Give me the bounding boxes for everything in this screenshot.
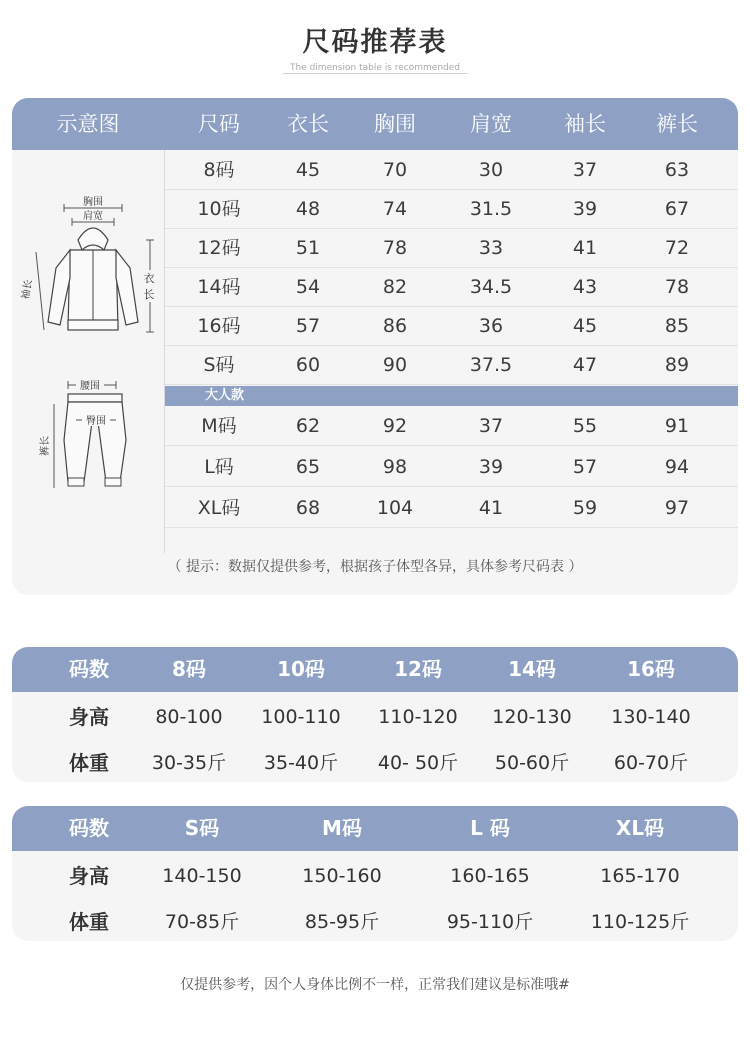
weight-cell: 85-95斤 xyxy=(304,911,380,933)
header-size: M码 xyxy=(322,816,362,840)
cell-pants-length: 91 xyxy=(664,415,690,437)
height-cell: 120-130 xyxy=(492,706,572,728)
weight-cell: 30-35斤 xyxy=(151,752,227,774)
height-cell: 150-160 xyxy=(302,865,382,887)
teen-height-weight-table xyxy=(12,806,738,941)
chest-label: 胸围 xyxy=(83,197,103,208)
kids-height-weight-table xyxy=(12,647,738,782)
cell-size: XL码 xyxy=(197,497,241,519)
cell-pants-length: 67 xyxy=(664,198,690,220)
height-cell: 160-165 xyxy=(450,865,530,887)
weight-row xyxy=(12,900,738,941)
table-row xyxy=(165,448,738,487)
height-row xyxy=(12,854,738,899)
cell-sleeve: 37 xyxy=(572,159,598,181)
height-label: 身高 xyxy=(69,705,109,729)
header-sleeve: 袖长 xyxy=(564,112,606,136)
weight-cell: 35-40斤 xyxy=(263,752,339,774)
cell-length: 48 xyxy=(295,198,321,220)
header-length: 衣长 xyxy=(287,112,329,136)
weight-cell: 50-60斤 xyxy=(494,752,570,774)
page-subtitle: The dimension table is recommended xyxy=(289,63,461,73)
table-row xyxy=(165,190,738,229)
cell-chest: 70 xyxy=(382,159,408,181)
header-size: S码 xyxy=(184,816,220,840)
cell-chest: 82 xyxy=(382,276,408,298)
cell-shoulder: 37.5 xyxy=(469,354,513,376)
height-cell: 130-140 xyxy=(611,706,691,728)
weight-cell: 60-70斤 xyxy=(613,752,689,774)
cell-sleeve: 59 xyxy=(572,497,598,519)
cell-size: L码 xyxy=(204,456,234,478)
header-size: L 码 xyxy=(470,816,510,840)
cell-shoulder: 30 xyxy=(478,159,504,181)
weight-cell: 40- 50斤 xyxy=(377,752,459,774)
cell-sleeve: 41 xyxy=(572,237,598,259)
cell-length: 60 xyxy=(295,354,321,376)
cell-shoulder: 33 xyxy=(478,237,504,259)
cell-size: 12码 xyxy=(197,237,241,259)
height-cell: 80-100 xyxy=(155,706,223,728)
cell-sleeve: 47 xyxy=(572,354,598,376)
cell-chest: 86 xyxy=(382,315,408,337)
table-row xyxy=(165,307,738,346)
cell-chest: 90 xyxy=(382,354,408,376)
cell-length: 68 xyxy=(295,497,321,519)
cell-pants-length: 72 xyxy=(664,237,690,259)
weight-label: 体重 xyxy=(69,751,109,775)
height-cell: 140-150 xyxy=(162,865,242,887)
cell-length: 54 xyxy=(295,276,321,298)
header-size-label: 码数 xyxy=(69,816,109,840)
cell-chest: 104 xyxy=(376,497,414,519)
header-size: 12码 xyxy=(394,657,442,681)
length-label-2: 长 xyxy=(143,288,155,301)
cell-length: 51 xyxy=(295,237,321,259)
cell-pants-length: 63 xyxy=(664,159,690,181)
weight-cell: 70-85斤 xyxy=(164,911,240,933)
cell-size: 16码 xyxy=(197,315,241,337)
height-cell: 110-120 xyxy=(378,706,458,728)
cell-shoulder: 36 xyxy=(478,315,504,337)
length-label-1: 衣 xyxy=(143,272,155,285)
header-size-label: 码数 xyxy=(69,657,109,681)
table-row xyxy=(165,229,738,268)
cell-length: 62 xyxy=(295,415,321,437)
cell-sleeve: 55 xyxy=(572,415,598,437)
cell-length: 65 xyxy=(295,456,321,478)
table-row xyxy=(165,346,738,385)
cell-size: 8码 xyxy=(203,159,235,181)
garment-diagram xyxy=(12,150,164,553)
size-table-header xyxy=(12,647,738,692)
height-cell: 165-170 xyxy=(600,865,680,887)
cell-chest: 74 xyxy=(382,198,408,220)
table-note: （ 提示：数据仅提供参考，根据孩子体型各异，具体参考尺码表 ） xyxy=(167,559,583,575)
page-title: 尺码推荐表 xyxy=(302,27,448,58)
header-pants-length: 裤长 xyxy=(656,112,698,136)
table-row xyxy=(165,151,738,190)
header-size: 8码 xyxy=(172,657,206,681)
header-size: 16码 xyxy=(627,657,675,681)
cell-sleeve: 57 xyxy=(572,456,598,478)
table-row xyxy=(165,489,738,528)
weight-cell: 95-110斤 xyxy=(446,911,534,933)
table-row xyxy=(165,407,738,446)
subtitle-divider xyxy=(283,73,467,74)
cell-chest: 78 xyxy=(382,237,408,259)
cell-chest: 92 xyxy=(382,415,408,437)
table-row xyxy=(165,268,738,307)
size-chart-header xyxy=(12,98,738,150)
pants-length-label: 裤长 xyxy=(40,436,51,456)
weight-cell: 110-125斤 xyxy=(590,911,690,933)
cell-pants-length: 89 xyxy=(664,354,690,376)
cell-size: 14码 xyxy=(197,276,241,298)
weight-label: 体重 xyxy=(69,910,109,934)
header-size: XL码 xyxy=(615,816,665,840)
adult-section-bar xyxy=(165,386,738,406)
cell-pants-length: 94 xyxy=(664,456,690,478)
cell-size: 10码 xyxy=(197,198,241,220)
cell-size: S码 xyxy=(203,354,235,376)
hip-label: 臀围 xyxy=(86,416,106,427)
height-row xyxy=(12,695,738,740)
header-shoulder: 肩宽 xyxy=(470,112,512,136)
weight-row xyxy=(12,741,738,782)
cell-sleeve: 39 xyxy=(572,198,598,220)
footer-note: 仅提供参考，因个人身体比例不一样，正常我们建议是标准哦# xyxy=(180,977,570,993)
cell-size: M码 xyxy=(201,415,237,437)
cell-sleeve: 43 xyxy=(572,276,598,298)
size-table-header xyxy=(12,806,738,851)
schematic-diagram xyxy=(12,150,165,553)
adult-section-label: 大人款 xyxy=(205,388,245,403)
cell-shoulder: 34.5 xyxy=(469,276,513,298)
header-chest: 胸围 xyxy=(374,112,416,136)
cell-pants-length: 97 xyxy=(664,497,690,519)
cell-shoulder: 37 xyxy=(478,415,504,437)
cell-shoulder: 31.5 xyxy=(469,198,513,220)
cell-chest: 98 xyxy=(382,456,408,478)
cell-shoulder: 41 xyxy=(478,497,504,519)
header-diagram: 示意图 xyxy=(56,112,120,136)
cell-shoulder: 39 xyxy=(478,456,504,478)
cell-pants-length: 85 xyxy=(664,315,690,337)
header-size: 14码 xyxy=(508,657,556,681)
shoulder-label: 肩宽 xyxy=(83,211,103,222)
cell-length: 45 xyxy=(295,159,321,181)
height-label: 身高 xyxy=(69,864,109,888)
size-chart-table xyxy=(12,98,738,595)
cell-pants-length: 78 xyxy=(664,276,690,298)
header-size: 10码 xyxy=(277,657,325,681)
header-size: 尺码 xyxy=(198,112,240,136)
cell-length: 57 xyxy=(295,315,321,337)
waist-label: 腰围 xyxy=(80,381,100,392)
sleeve-label: 袖长 xyxy=(20,278,35,301)
height-cell: 100-110 xyxy=(261,706,341,728)
cell-sleeve: 45 xyxy=(572,315,598,337)
